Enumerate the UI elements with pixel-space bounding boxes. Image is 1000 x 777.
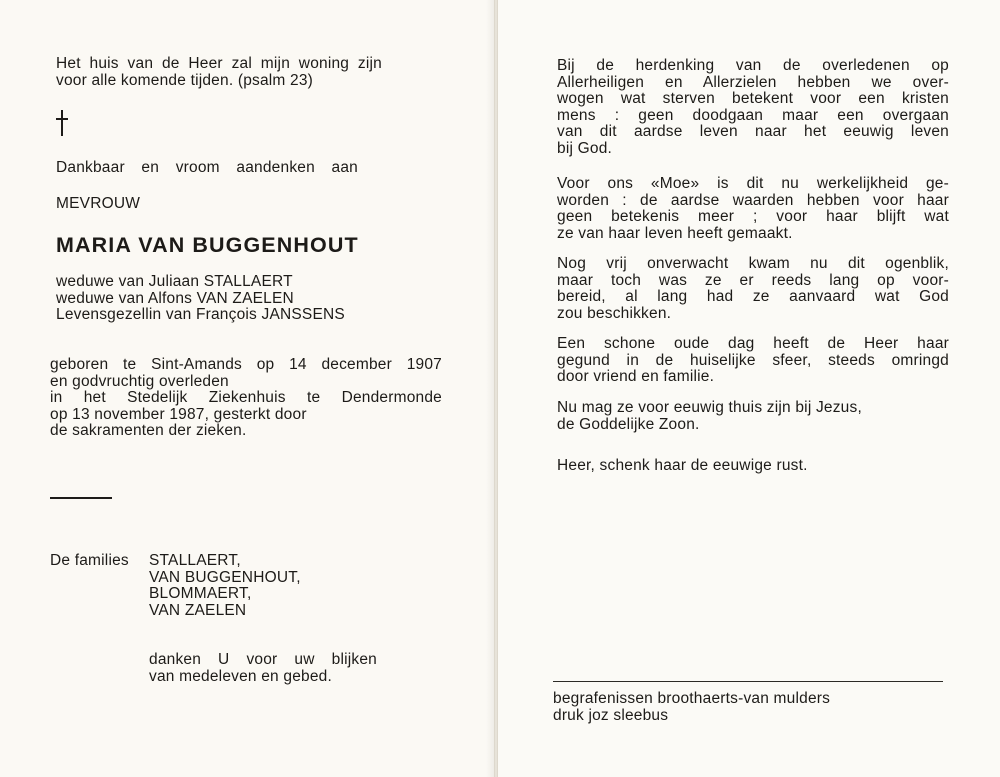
- detail-line: en godvruchtig overleden: [50, 372, 229, 390]
- psalm-line: Het huis van de Heer zal mijn woning zijn: [56, 55, 382, 72]
- credit-line: begrafenissen broothaerts-van mulders: [553, 690, 831, 707]
- paragraph-line: zou beschikken.: [557, 304, 672, 322]
- paragraph-line: maar toch was ze er reeds lang op voor-: [557, 271, 949, 289]
- paragraph-line: worden : de aardse waarden hebben voor haar: [557, 191, 949, 209]
- fold-shadow: [486, 0, 494, 777]
- families-label: De families: [50, 552, 129, 569]
- paragraph-line: bij God.: [557, 139, 613, 157]
- paragraph-line: wogen wat sterven betekent voor een kristen: [557, 90, 949, 108]
- relations-list: [56, 274, 345, 324]
- family-name: VAN ZAELEN: [149, 601, 247, 619]
- reflection-paragraph: [557, 256, 949, 322]
- dedication-line: Dankbaar en vroom aandenken aan: [56, 159, 358, 176]
- paragraph-line: Allerheiligen en Allerzielen hebben we over-: [557, 73, 949, 91]
- credit-line: druk joz sleebus: [553, 706, 669, 724]
- paragraph-line: door vriend en familie.: [557, 368, 715, 386]
- reflection-paragraph: [557, 176, 949, 242]
- cross-horizontal: [56, 118, 68, 120]
- paragraph-line: mens : geen doodgaan maar een overgaan: [557, 106, 949, 124]
- printer-credits: [553, 691, 830, 724]
- psalm-line: voor alle komende tijden. (psalm 23): [56, 71, 314, 89]
- relation-line: weduwe van Juliaan STALLAERT: [56, 273, 293, 290]
- thanks-line: van medeleven en gebed.: [149, 667, 332, 685]
- paragraph-line: ze van haar leven heeft gemaakt.: [557, 224, 793, 242]
- reflection-paragraph: [557, 58, 949, 158]
- section-divider: [50, 497, 112, 499]
- cross-icon: [56, 110, 68, 136]
- detail-line: op 13 november 1987, gesterkt door: [50, 405, 307, 423]
- footer-rule: [553, 681, 943, 682]
- paragraph-line: Bij de herdenking van de overledenen op: [557, 57, 949, 74]
- paragraph-line: Heer, schenk haar de eeuwige rust.: [557, 457, 808, 474]
- thanks-message: [149, 652, 377, 685]
- detail-line: in het Stedelijk Ziekenhuis te Dendermonde: [50, 389, 442, 407]
- paragraph-line: geen betekenis meer ; voor haar blijft wat: [557, 208, 949, 226]
- birth-death-details: [50, 357, 442, 440]
- family-name: VAN BUGGENHOUT,: [149, 568, 301, 586]
- paragraph-line: Nog vrij onverwacht kwam nu dit ogenblik,: [557, 255, 949, 272]
- thanks-line: danken U voor uw blijken: [149, 651, 377, 668]
- families-list: [149, 553, 301, 619]
- paragraph-line: gegund in de huiselijke sfeer, steeds omringd: [557, 351, 949, 369]
- reflection-paragraph: [557, 336, 949, 386]
- paragraph-line: de Goddelijke Zoon.: [557, 415, 700, 433]
- reflection-paragraph: [557, 400, 949, 433]
- detail-line: de sakramenten der zieken.: [50, 422, 247, 440]
- relation-line: Levensgezellin van François JANSSENS: [56, 306, 345, 324]
- paragraph-line: bereid, al lang had ze aanvaard wat God: [557, 288, 949, 306]
- psalm-quote: [56, 56, 382, 89]
- detail-line: geboren te Sint-Amands op 14 december 1907: [50, 356, 442, 373]
- paragraph-line: Voor ons «Moe» is dit nu werkelijkheid ge-: [557, 175, 949, 192]
- family-name: BLOMMAERT,: [149, 585, 252, 603]
- family-name: STALLAERT,: [149, 552, 241, 569]
- paragraph-line: van dit aardse leven naar het eeuwig leven: [557, 123, 949, 141]
- relation-line: weduwe van Alfons VAN ZAELEN: [56, 289, 294, 307]
- deceased-name: MARIA VAN BUGGENHOUT: [56, 233, 359, 257]
- title-prefix: MEVROUW: [56, 195, 141, 212]
- prayer-line: [557, 458, 949, 475]
- cross-vertical: [61, 110, 63, 136]
- paragraph-line: Een schone oude dag heeft de Heer haar: [557, 335, 949, 352]
- paragraph-line: Nu mag ze voor eeuwig thuis zijn bij Jezus,: [557, 399, 862, 416]
